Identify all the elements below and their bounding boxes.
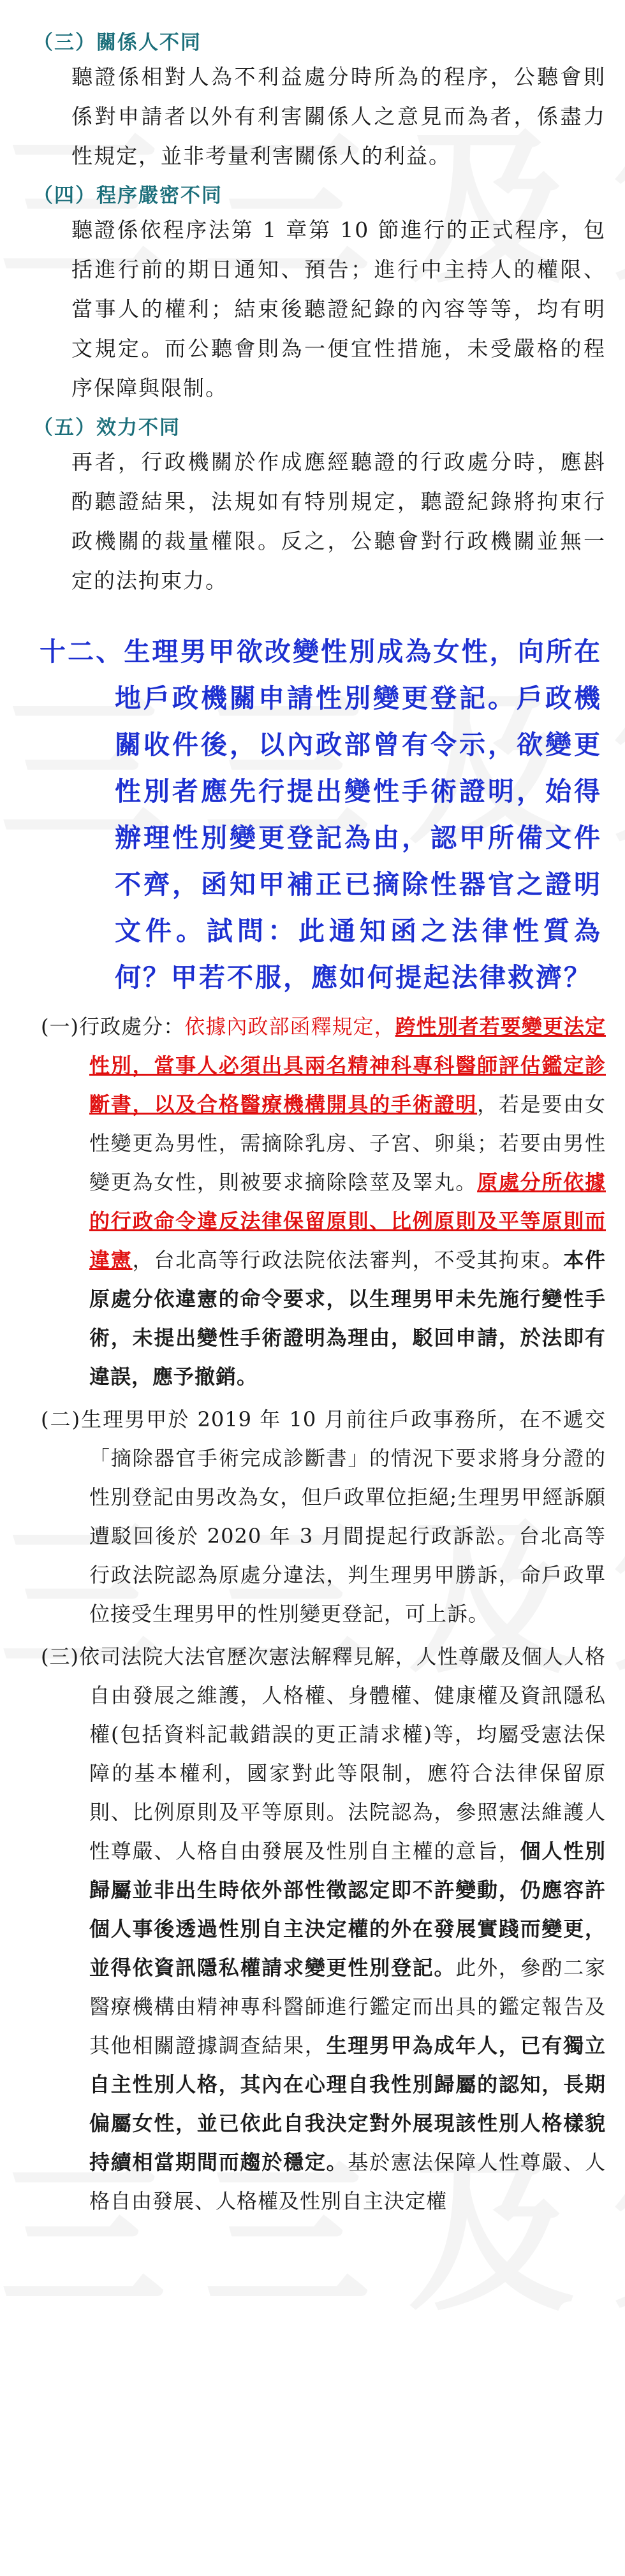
answer-text: 此外，參酌二家醫療機構由精神專科醫師進行鑑定而出具的鑑定報告及其他相關證據調查結果， — [89, 1956, 606, 2058]
section-body: 再者，行政機關於作成應經聽證的行政處分時，應斟酌聽證結果，法規如有特別規定，聽證紀錄將拘束行政機關的裁量權限。反之，公聽會對行政機關並無一定的法拘束力。 — [71, 450, 606, 593]
section-body: 聽證係相對人為不利益處分時所為的程序，公聽會則係對申請者以外有利害關係人之意見而為者，係盡力性規定，並非考量利害關係人的利益。 — [71, 64, 606, 168]
answer-text: 生理男甲於 2019 年 10 月前往戶政事務所，在不遞交「摘除器官手術完成診斷書」的情況下要求將身分證的性別登記由男改為女，但戶政單位拒絕;生理男甲經訴願遭駁回後於 2020 年 3 月間提起行政訴訟。台北高等行政法院認為原處分違法，判生理男甲勝訴，命戶政單位接受生理男甲的性別變更登記，可上訴。 — [80, 1407, 606, 1626]
section-heading: （三）關係人不同 — [33, 31, 202, 54]
section-procedure — [0, 181, 625, 408]
answer-text: 基於憲法保障人性尊嚴、人格自由發展、人格權及性別自主決定權 — [89, 2150, 606, 2213]
answer-label: (三) — [41, 1644, 80, 1669]
answer-3 — [41, 1637, 606, 2221]
section-effect — [0, 413, 625, 601]
answer-highlight: 依據內政部函釋規定， — [184, 1014, 395, 1039]
answer-bold: 生理男甲為成年人，已有獨立自主性別人格，其內在心理自我性別歸屬的認知，長期偏屬女性，並已依此自我決定對外展現該性別人格樣貌持續相當期間而趨於穩定。 — [89, 2033, 606, 2174]
answer-text: ，台北高等行政法院依法審判，不受其拘束。 — [132, 1248, 564, 1272]
section-heading: （四）程序嚴密不同 — [33, 184, 223, 207]
answer-bold: 本件原處分依違憲的命令要求，以生理男甲未先施行變性手術，未提出變性手術證明為理由，駁回申請，於法即有違誤，應予撤銷。 — [89, 1248, 606, 1389]
answer-text: ，若是要由女性變更為男性，需摘除乳房、子宮、卵巢；若要由男性變更為女性，則被要求摘除陰莖及睪丸。 — [89, 1092, 606, 1194]
question-12: 十二、生理男甲欲改變性別成為女性，向所在地戶政機關申請性別變更登記。戶政機關收件後，以內政部曾有令示，欲變更性別者應先行提出變性手術證明，始得辦理性別變更登記為由，認甲所備文件不齊，函知甲補正已摘除性器官之證明文件。試問：此通知函之法律性質為何？甲若不服，應如何提起法律救濟？ — [40, 636, 602, 993]
section-heading: （五）效力不同 — [33, 416, 180, 439]
answer-label: (二) — [41, 1407, 81, 1431]
answer-emphasis: 原處分所依據的行政命令違反法律保留原則、比例原則及平等原則而違憲 — [89, 1170, 606, 1272]
section-body: 聽證係依程序法第 1 章第 10 節進行的正式程序，包括進行前的期日通知、預告；進行中主持人的權限、當事人的權利；結束後聽證紀錄的內容等等，均有明文規定。而公聽會則為一便宜性措施，未受嚴格的程序保障與限制。 — [71, 217, 606, 400]
section-relationship — [0, 28, 625, 176]
answer-emphasis: 跨性別者若要變更法定性別，當事人必須出具兩名精神科專科醫師評估鑑定診斷書，以及合格醫療機構開具的手術證明 — [89, 1014, 606, 1116]
answer-label: (一) — [41, 1014, 80, 1039]
answer-2 — [41, 1400, 606, 1634]
answer-text: 依司法院大法官歷次憲法解釋見解，人性尊嚴及個人人格自由發展之維護，人格權、身體權、健康權及資訊隱私權(包括資料記載錯誤的更正請求權)等，均屬受憲法保障的基本權利，國家對此等限制，應符合法律保留原則、比例原則及平等原則。法院認為，參照憲法維護人性尊嚴、人格自由發展及性別自主權的意旨， — [79, 1644, 606, 1863]
answer-text: 行政處分： — [79, 1014, 185, 1039]
answer-bold: 個人性別歸屬並非出生時依外部性徵認定即不許變動，仍應容許個人事後透過性別自主決定權的外在發展實踐而變更，並得依資訊隱私權請求變更性別登記。 — [89, 1839, 606, 1980]
answer-1 — [41, 1007, 606, 1396]
